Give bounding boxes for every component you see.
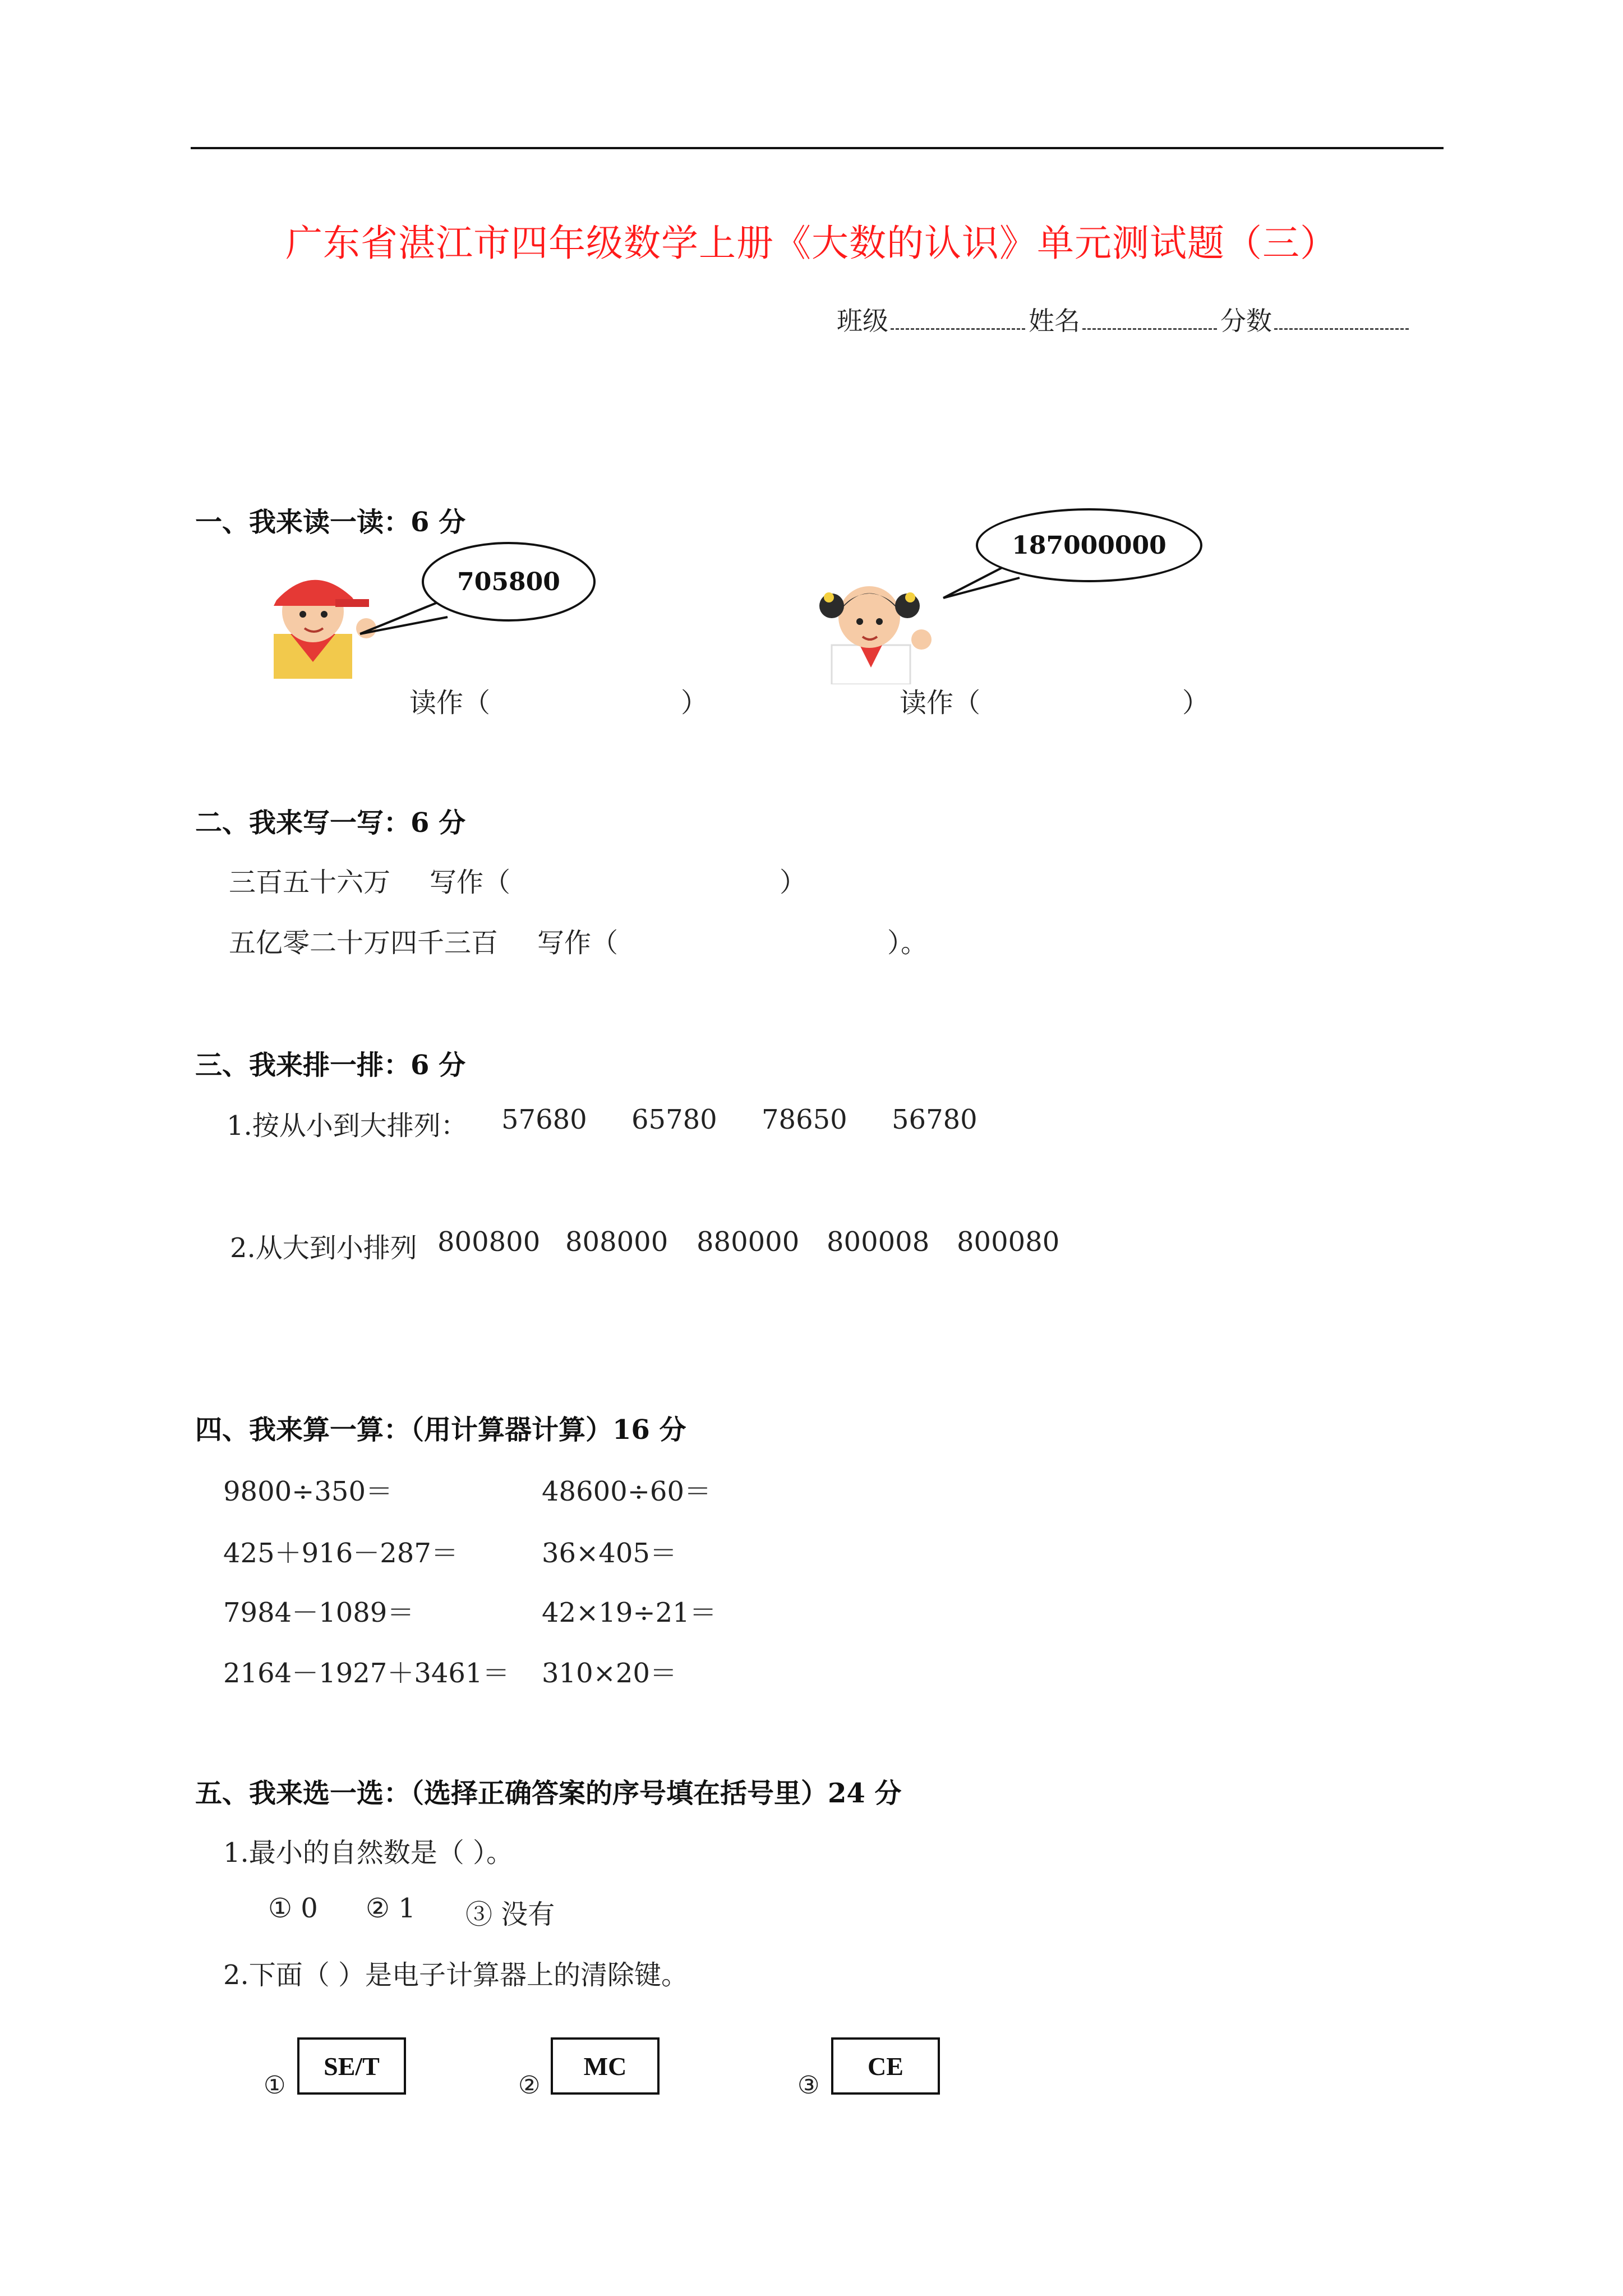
calc-right-4: 310×20＝	[542, 1658, 677, 1689]
write1-text: 三百五十六万	[229, 867, 391, 898]
sort-q2-number: 800008	[827, 1226, 930, 1258]
calc-left-3: 7984－1089＝	[223, 1597, 414, 1628]
name-label: 姓名	[1029, 306, 1080, 336]
calc-left-2: 425＋916－287＝	[223, 1538, 458, 1569]
sort-q2-number: 808000	[565, 1226, 668, 1258]
calc-right-3: 42×19÷21＝	[542, 1597, 717, 1628]
se-t-key-option[interactable]: SE/T	[297, 2037, 406, 2095]
calc-left-1: 9800÷350＝	[223, 1476, 393, 1507]
read1-label: 读作（	[409, 687, 491, 719]
read1-close: ）	[681, 687, 708, 719]
sort-q1-number: 56780	[892, 1104, 978, 1135]
read2-close: ）	[1182, 687, 1210, 719]
sort-q2-number: 880000	[697, 1226, 800, 1258]
write2-close: ）。	[887, 927, 928, 959]
score-label: 分数	[1220, 306, 1272, 336]
sort-q1-number: 65780	[631, 1104, 717, 1135]
student-info-line	[837, 301, 1412, 338]
sort-q1	[227, 1104, 468, 1143]
sort-q2-number: 800800	[437, 1226, 541, 1258]
choice-q2: 2.下面（ ）是电子计算器上的清除键。	[223, 1959, 689, 1991]
page-title: 广东省湛江市四年级数学上册《大数的认识》单元测试题（三）	[285, 222, 1338, 265]
write-item-2	[229, 921, 928, 960]
mc-key-option[interactable]: MC	[551, 2037, 660, 2095]
write2-text: 五亿零二十万四千三百	[229, 927, 499, 959]
sort-q2-number: 800080	[957, 1226, 1060, 1258]
sort-q1-number: 78650	[762, 1104, 847, 1135]
score-blank[interactable]	[1274, 306, 1409, 330]
section5-heading: 五、我来选一选：（选择正确答案的序号填在括号里）24 分	[195, 1778, 902, 1809]
sort-q2-label: 2.从大到小排列	[230, 1232, 417, 1264]
choice-q1-option[interactable]: ③ 没有	[465, 1899, 555, 1930]
key-marker-3: ③	[797, 2071, 820, 2100]
choice-q1: 1.最小的自然数是（ ）。	[223, 1837, 514, 1869]
key-marker-1: ①	[264, 2071, 286, 2100]
section2-heading: 二、我来写一写：6 分	[195, 807, 466, 839]
read-answer-1	[409, 681, 708, 720]
girl-illustration	[806, 555, 935, 684]
girl-speech-bubble: 187000000	[976, 508, 1202, 582]
write-item-1	[229, 861, 806, 899]
section1-heading: 一、我来读一读：6 分	[195, 507, 466, 538]
sort-q1-label: 1.按从小到大排列：	[227, 1110, 468, 1142]
calc-right-1: 48600÷60＝	[542, 1476, 711, 1507]
section3-heading: 三、我来排一排：6 分	[195, 1050, 466, 1081]
choice-q1-option[interactable]: ② 1	[366, 1893, 416, 1924]
read2-label: 读作（	[900, 687, 981, 719]
class-blank[interactable]	[891, 306, 1025, 330]
write1-close: ）	[780, 867, 807, 898]
class-label: 班级	[837, 306, 888, 336]
header-rule	[191, 147, 1444, 149]
sort-q1-number: 57680	[501, 1104, 587, 1135]
read-answer-2	[900, 681, 1209, 720]
calc-right-2: 36×405＝	[542, 1538, 677, 1569]
key-marker-2: ②	[518, 2071, 541, 2100]
ce-key-option[interactable]: CE	[831, 2037, 940, 2095]
section4-heading: 四、我来算一算：（用计算器计算）16 分	[195, 1414, 686, 1446]
calc-left-4: 2164－1927＋3461＝	[223, 1658, 510, 1689]
name-blank[interactable]	[1082, 306, 1217, 330]
write1-label: 写作（	[430, 867, 511, 898]
choice-q1-option[interactable]: ① 0	[268, 1893, 318, 1924]
boy-speech-bubble: 705800	[422, 542, 596, 622]
write2-label: 写作（	[537, 927, 619, 959]
